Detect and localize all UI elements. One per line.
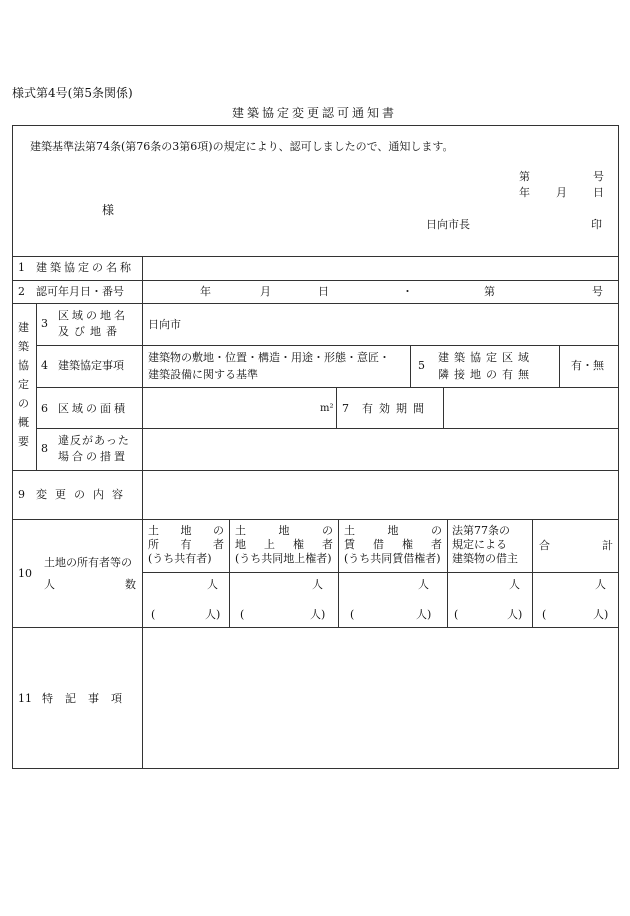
rule-col2	[229, 519, 230, 627]
rule-r5-left	[410, 345, 411, 387]
col3-line3: (うち共同賃借権者)	[344, 552, 441, 565]
row8-label-line2: 場合の措置	[58, 450, 128, 463]
date-hi: 日	[593, 186, 604, 199]
date-tsuki: 月	[556, 186, 567, 199]
row8-label-line1: 違反があった	[58, 434, 130, 447]
row10-label-line1: 土地の所有者等の	[44, 556, 132, 569]
row5-number: 5	[418, 359, 425, 372]
rule-row2	[12, 303, 619, 304]
col2-header	[235, 524, 333, 566]
row10-number: 10	[18, 567, 32, 580]
rule-row10-header	[142, 572, 619, 573]
row10-label-line2: 人 数	[44, 578, 136, 591]
row4-number: 4	[41, 359, 48, 372]
rule-row3	[36, 345, 619, 346]
row7-label: 有効期間	[362, 402, 430, 415]
date-nen: 年	[519, 186, 530, 199]
col1-line1: 土 地 の	[148, 524, 224, 537]
col4-line3: 建築物の借主	[452, 552, 518, 565]
row9-number: 9	[18, 488, 25, 501]
col3-paren-close: 人)	[416, 608, 432, 621]
col1-paren-close: 人)	[205, 608, 221, 621]
rule-r7-left	[336, 387, 337, 428]
rule-r7-right	[443, 387, 444, 428]
addressee-sama: 様	[102, 203, 115, 217]
col3-paren-open: (	[350, 608, 355, 621]
row3-number: 3	[41, 317, 48, 330]
col5-person: 人	[595, 578, 606, 591]
overview-vertical-label: 建築協定の概要	[18, 321, 29, 448]
row5-label-line1: 建築協定区域	[438, 351, 534, 364]
row6-unit: m²	[320, 403, 334, 414]
seal-mark: 印	[591, 218, 602, 231]
rule-col4	[447, 519, 448, 627]
row4-value-line1: 建築物の敷地・位置・構造・用途・形態・意匠・	[148, 351, 390, 364]
col4-person: 人	[509, 578, 520, 591]
number-dai: 第	[519, 170, 530, 183]
rule-row9	[12, 519, 619, 520]
issuer-name: 日向市長	[426, 218, 470, 231]
row2-number: 2	[18, 285, 25, 298]
col1-line2: 所 有 者	[148, 538, 224, 551]
col2-paren-close: 人)	[310, 608, 326, 621]
rule-col5	[532, 519, 533, 627]
col4-paren-close: 人)	[507, 608, 523, 621]
col3-person: 人	[418, 578, 429, 591]
col1-person: 人	[207, 578, 218, 591]
col5-paren-open: (	[542, 608, 547, 621]
row2-tsuki: 月	[260, 285, 271, 298]
col2-line3: (うち共同地上権者)	[235, 552, 332, 565]
row11-label: 特記事項	[42, 692, 134, 705]
rule-row10	[12, 627, 619, 628]
row3-label-line2: 及び地番	[58, 325, 122, 338]
col4-header	[452, 524, 530, 566]
col2-person: 人	[312, 578, 323, 591]
row4-value-line2: 建築設備に関する基準	[148, 368, 258, 381]
col2-paren-open: (	[240, 608, 245, 621]
row8-number: 8	[41, 442, 48, 455]
number-go: 号	[593, 170, 604, 183]
rule-col3	[338, 519, 339, 627]
row4-label: 建築協定事項	[58, 359, 124, 372]
row3-value: 日向市	[148, 318, 181, 331]
rule-row4	[36, 387, 619, 388]
row3-label-line1: 区域の地名	[58, 309, 128, 322]
row2-hi: 日	[318, 285, 329, 298]
col3-header	[344, 524, 442, 566]
row2-dot: ・	[402, 285, 413, 298]
row5-label-line2: 隣接地の有無	[438, 368, 534, 381]
col4-paren-open: (	[454, 608, 459, 621]
rule-row6	[36, 428, 619, 429]
col4-line1: 法第77条の	[452, 524, 510, 537]
row2-go: 号	[592, 285, 603, 298]
row1-number: 1	[18, 261, 25, 274]
col2-line2: 地 上 権 者	[235, 538, 333, 551]
rule-label-column	[142, 256, 143, 769]
row6-number: 6	[41, 402, 48, 415]
rule-top-table	[12, 256, 619, 257]
col1-paren-open: (	[151, 608, 156, 621]
row1-label: 建築協定の名称	[36, 261, 134, 274]
row6-label: 区域の面積	[58, 402, 128, 415]
col4-line2: 規定による	[452, 538, 507, 551]
row11-number: 11	[18, 692, 32, 705]
rule-r5-right	[559, 345, 560, 387]
form-label: 様式第4号(第5条関係)	[12, 86, 133, 100]
document-title: 建築協定変更認可通知書	[232, 106, 398, 120]
rule-overview-column	[36, 303, 37, 470]
col3-line1: 土 地 の	[344, 524, 442, 537]
row7-number: 7	[342, 402, 349, 415]
col5-paren-close: 人)	[593, 608, 609, 621]
col3-line2: 賃 借 権 者	[344, 538, 442, 551]
col5-header-total: 合 計	[539, 539, 613, 552]
col1-header	[148, 524, 224, 566]
row9-label: 変更の内容	[36, 488, 131, 501]
col1-line3: (うち共有者)	[148, 552, 212, 565]
row2-dai: 第	[484, 285, 495, 298]
row5-value: 有・無	[571, 359, 604, 372]
row2-label: 認可年月日・番号	[36, 285, 124, 298]
rule-row8	[12, 470, 619, 471]
col2-line1: 土 地 の	[235, 524, 333, 537]
rule-row1	[12, 280, 619, 281]
intro-text: 建築基準法第74条(第76条の3第6項)の規定により、認可しましたので、通知します。	[30, 140, 454, 153]
row2-nen: 年	[200, 285, 211, 298]
